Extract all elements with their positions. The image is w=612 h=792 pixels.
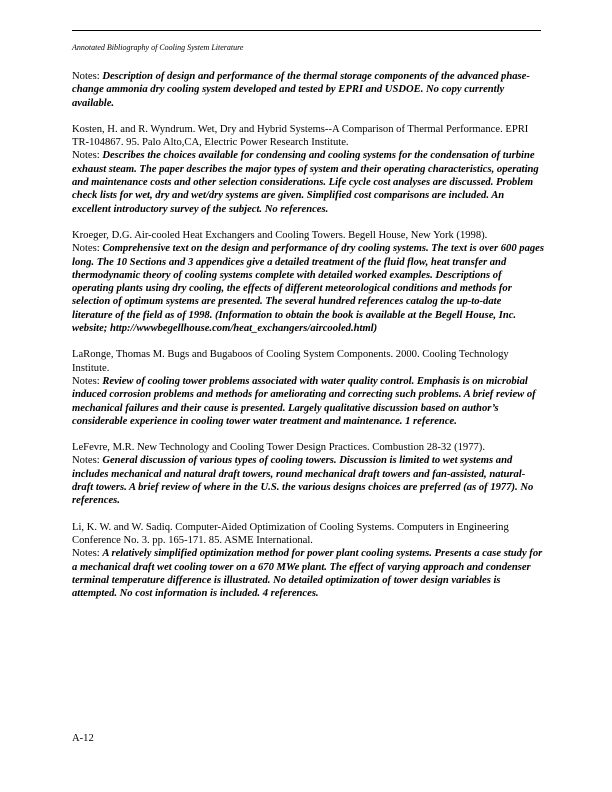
notes-label: Notes:: [72, 71, 103, 82]
entry-notes: [72, 70, 544, 110]
page-number: A-12: [72, 733, 94, 744]
entry-citation: Kroeger, D.G. Air-cooled Heat Exchangers and Cooling Towers. Begell House, New York (1998).: [72, 229, 488, 241]
notes-label: Notes:: [72, 150, 103, 162]
running-head: Annotated Bibliography of Cooling System Literature: [72, 43, 244, 52]
entry-citation: LeFevre, M.R. New Technology and Cooling Tower Design Practices. Combustion 28-32 (1977).: [72, 442, 485, 454]
bibliography-entry: [72, 229, 544, 335]
notes-text: Describes the choices available for condensing and cooling systems for the condensation of turbine exhaust steam. The paper describes the major types of system and their operating characteristics, operating and maintenance costs and other selection considerations. Life cycle cost analyses are discussed. Problem check lists for wet, dry and wet/dry systems are given. Simplified cost comparisons are included. An excellent introductory survey of the subject. No references.: [72, 150, 539, 215]
entry-citation: Kosten, H. and R. Wyndrum. Wet, Dry and Hybrid Systems--A Comparison of Thermal Performance. EPRI TR-104867. 95. Palo Alto,CA, Electric Power Research Institute.: [72, 123, 529, 149]
bibliography-entry: [72, 521, 544, 601]
notes-text: A relatively simplified optimization method for power plant cooling systems. Presents a case study for a mechanical draft wet cooling tower on a 670 MWe plant. The effect of varying approach and condenser terminal temperature difference is illustrated. No detailed optimization of tower design variables is attempted. No cost information is included. 4 references.: [72, 548, 543, 600]
entry-notes: [72, 547, 544, 600]
bibliography-entry: [72, 348, 544, 428]
bibliography-entry: [72, 123, 544, 216]
header-rule: [72, 30, 541, 31]
entry-notes: [72, 242, 544, 335]
entry-citation: Li, K. W. and W. Sadiq. Computer-Aided Optimization of Cooling Systems. Computers in Engineering Conference No. 3. pp. 165-171. 85. ASME International.: [72, 521, 509, 546]
bibliography-entry: [72, 70, 544, 110]
notes-text: Description of design and performance of the thermal storage components of the advanced phase-change ammonia dry cooling system developed and tested by EPRI and USDOE. No copy currently available.: [72, 71, 530, 109]
entry-citation: LaRonge, Thomas M. Bugs and Bugaboos of Cooling System Components. 2000. Cooling Technology Institute.: [72, 349, 509, 374]
notes-label: Notes:: [72, 243, 103, 255]
notes-text: General discussion of various types of cooling towers. Discussion is limited to wet systems and includes mechanical and natural draft towers, round mechanical draft towers and fan-assisted, natural-draft towers. A brief review of where in the U.S. the various designs choices are preferred (as of 1977). No references.: [72, 455, 534, 507]
notes-text: Comprehensive text on the design and performance of dry cooling systems. The text is over 600 pages long. The 10 Sections and 3 appendices give a detailed treatment of the fluid flow, heat transfer and thermodynamic theory of cooling systems complete with detailed worked examples. Descriptions of operating plants using dry cooling, the effects of different meteorological conditions and methods for selection of optimum systems are presented. The several hundred references catalog the up-to-date literature of the field as of 1998. (Information to obtain the book is available at the Begell House, Inc. website; http://wwwbegellhouse.com/heat_exchangers/aircooled.html): [72, 243, 544, 335]
entry-notes: [72, 149, 544, 215]
entry-notes: [72, 375, 544, 428]
bibliography-entry: [72, 441, 544, 507]
notes-label: Notes:: [72, 375, 103, 387]
notes-label: Notes:: [72, 455, 103, 467]
notes-text: Review of cooling tower problems associated with water quality control. Emphasis is on microbial induced corrosion problems and methods for ameliorating and correcting such problems. A brief review of mechanical failures and their cause is presented. Largely qualitative discussion based on author’s considerable experience in cooling tower water treatment and maintenance. 1 reference.: [72, 375, 536, 427]
bibliography-list: [72, 70, 544, 613]
notes-label: Notes:: [72, 548, 103, 560]
entry-notes: [72, 454, 544, 507]
